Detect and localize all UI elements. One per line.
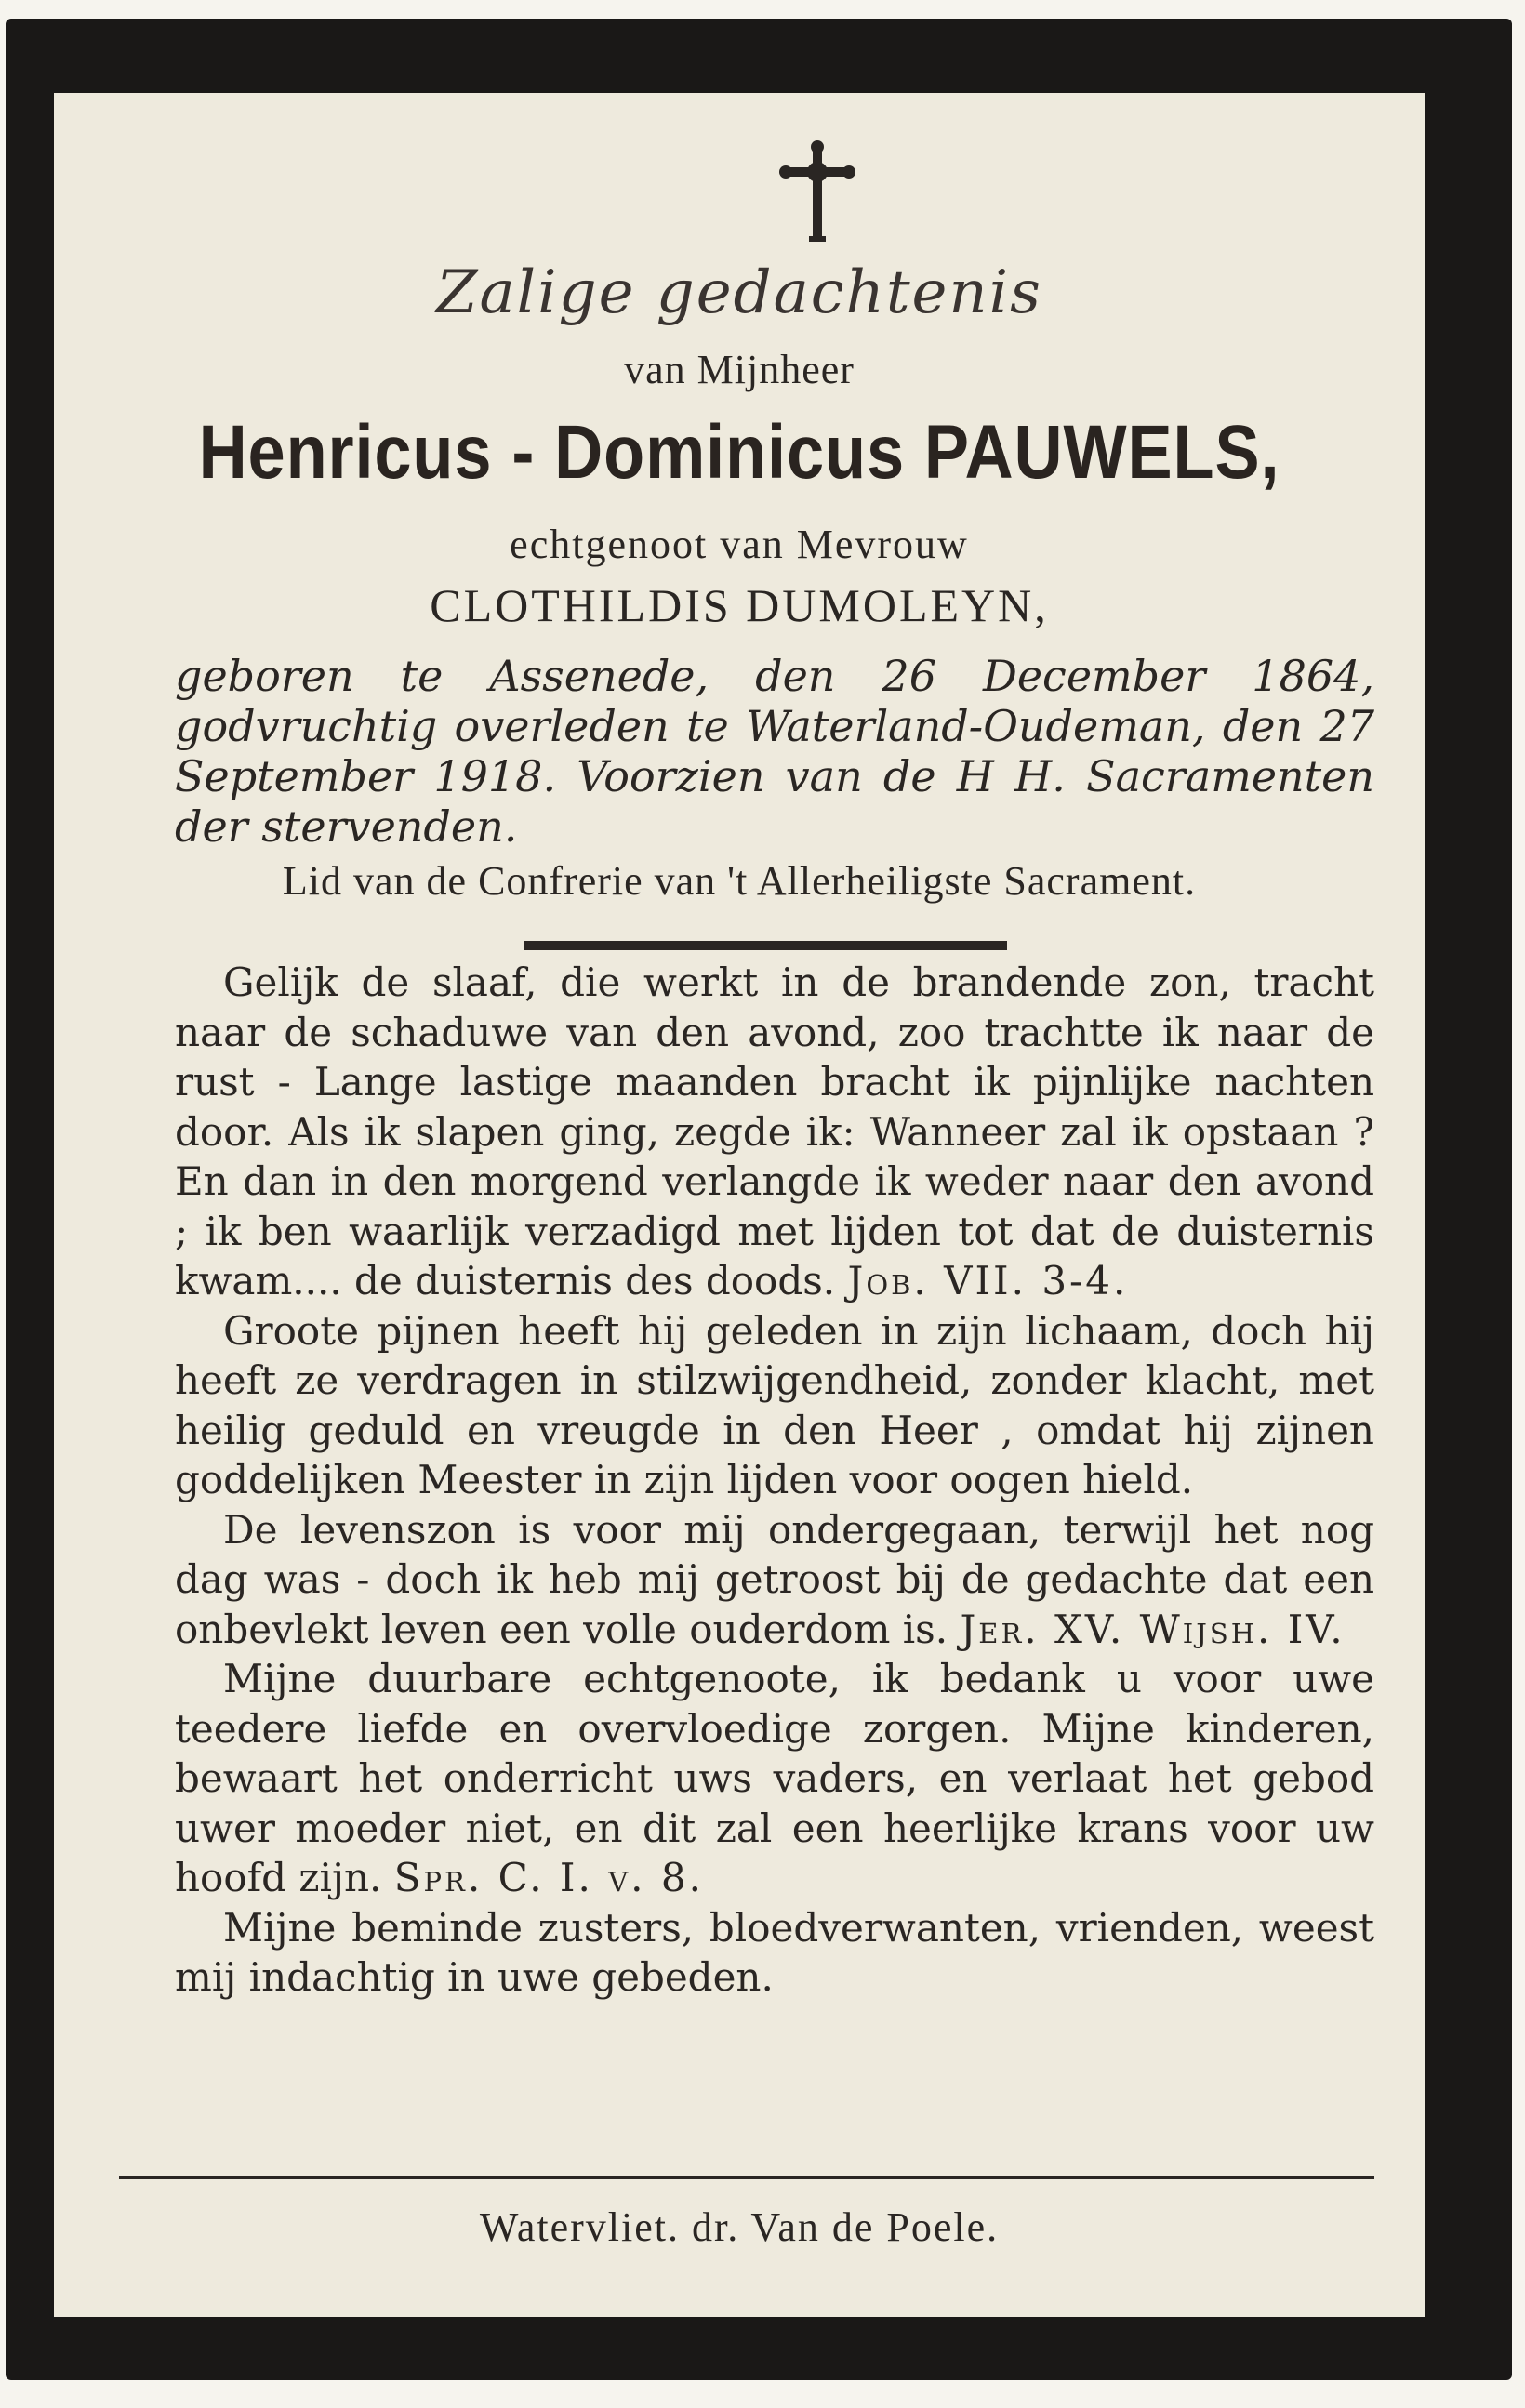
verse-text: Groote pijnen heeft hij geleden in zijn lichaam, doch hij heeft ze verdragen in stilzwijgendheid, zonder klacht, met heilig geduld en vreugde in den Heer , omdat hij zijnen goddelijken Meester in zijn lijden voor oogen hield. xyxy=(175,1307,1374,1502)
confrerie-line: Lid van de Confrerie van 't Allerheiligste Sacrament. xyxy=(282,858,1197,904)
verse-text: Mijne duurbare echtgenoote, ik bedank u voor uwe teedere liefde en overvloedige zorgen. Mijne kinderen, bewaart het onderricht uws vaders, en verlaat het gebod uwer moeder niet, en dit zal een heerlijke krans voor uw hoofd zijn. xyxy=(175,1656,1374,1900)
cross-icon xyxy=(776,139,859,246)
printer-credit: Watervliet. dr. Van de Poele. xyxy=(479,2204,1000,2250)
verses-block xyxy=(175,958,1374,2003)
card-paper xyxy=(54,93,1425,2317)
card-title: Zalige gedachtenis xyxy=(436,258,1042,327)
verse-paragraph xyxy=(175,1903,1374,2003)
verse-text: De levenszon is voor mij ondergegaan, terwijl het nog dag was - doch ik heb mij getroost bij de gedachte dat een onbevlekt leven een volle ouderdom is. xyxy=(175,1506,1374,1652)
spouse-intro: echtgenoot van Mevrouw xyxy=(510,522,969,567)
verse-reference: Spr. C. I. v. 8. xyxy=(393,1855,704,1900)
verse-paragraph xyxy=(175,1306,1374,1505)
spouse-name: CLOTHILDIS DUMOLEYN, xyxy=(430,579,1049,631)
verse-reference: Job. VII. 3-4. xyxy=(847,1258,1129,1303)
verse-text: Mijne beminde zusters, bloedverwanten, vrienden, weest mij indachtig in uwe gebeden. xyxy=(175,1904,1374,2000)
deceased-name: Henricus - Dominicus PAUWELS, xyxy=(198,410,1280,495)
verse-paragraph xyxy=(175,1654,1374,1903)
verse-paragraph xyxy=(175,958,1374,1306)
birth-death-text: geboren te Assenede, den 26 December 1864, godvruchtig overleden te Waterland-Oudeman, den 27 September 1918. Voorzien van de H H. Sacramenten der stervenden. xyxy=(175,651,1374,852)
verse-reference: Jer. XV. Wijsh. IV. xyxy=(960,1606,1346,1652)
verse-text: Gelijk de slaaf, die werkt in de brandende zon, tracht naar de schaduwe van den avond, zoo trachtte ik naar de rust - Lange lastige maanden bracht ik pijnlijke nachten door. Als ik slapen ging, zegde ik: Wanneer zal ik opstaan ? En dan in den morgend verlangde ik weder naar den avond ; ik ben waarlijk verzadigd met lijden tot dat de duisternis kwam.... de duisternis des doods. xyxy=(175,959,1374,1303)
divider-rule xyxy=(524,941,1007,950)
card-subtitle: van Mijnheer xyxy=(624,347,855,392)
bottom-rule xyxy=(119,2176,1374,2179)
verse-paragraph xyxy=(175,1505,1374,1655)
